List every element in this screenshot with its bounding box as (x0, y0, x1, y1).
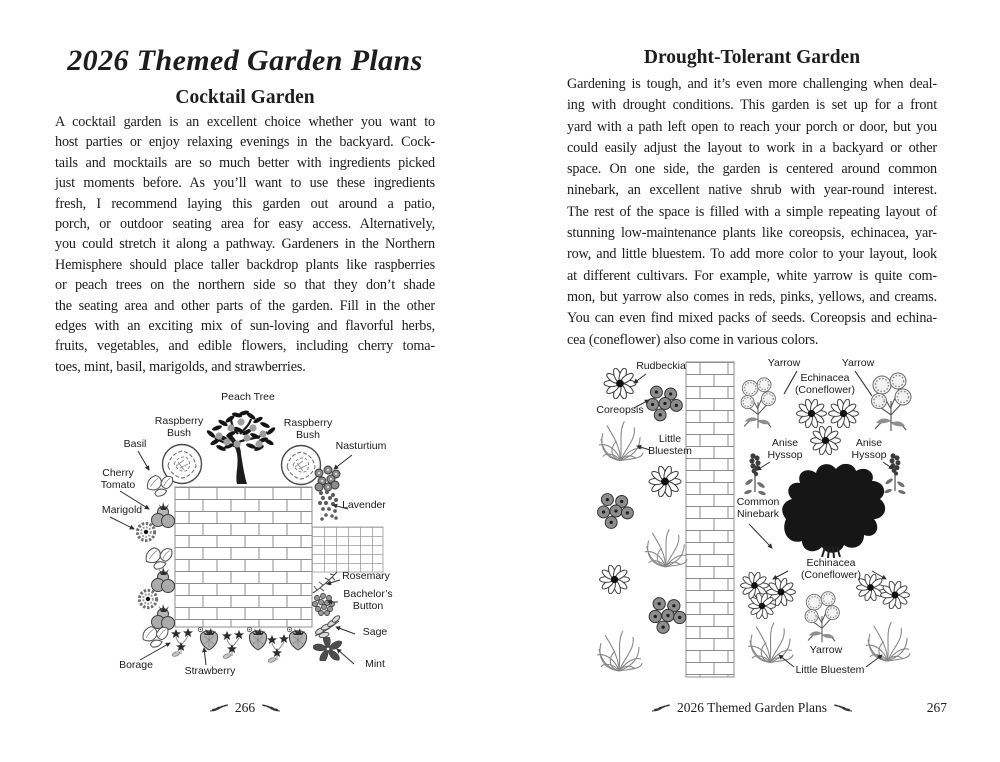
fern-ornament-icon (651, 703, 671, 713)
body-text-cocktail-garden (55, 112, 435, 377)
body-line: Gardening is tough, and it’s even more challenging when deal- (567, 76, 937, 92)
label-rudbeckia: Rudbeckia (636, 360, 686, 372)
little-bluestem-icon (597, 419, 644, 465)
label-borage: Borage (119, 659, 153, 671)
little-bluestem-icon (864, 620, 911, 665)
borage-icon (219, 629, 246, 660)
label-coreopsis: Coreopsis (596, 404, 644, 416)
chapter-title: 2026 Themed Garden Plans (67, 44, 423, 77)
little-bluestem-icon (746, 620, 794, 667)
strawberry-icon (285, 625, 311, 651)
mint-icon (313, 637, 343, 661)
echinacea-icon (880, 581, 910, 609)
echinacea-icon (796, 399, 827, 428)
patio-bricks (175, 487, 312, 627)
yarrow-icon (800, 590, 844, 644)
little-bluestem-icon (595, 629, 643, 675)
basil-icon (144, 469, 176, 499)
body-line: fresh, I recommend laying this garden out around a patio, (55, 195, 435, 212)
body-line: edges with an exciting mix of sun-loving and flavorful herbs, (55, 317, 435, 334)
label-basil: Basil (123, 438, 147, 450)
marigold-icon (135, 521, 157, 543)
body-line: yard with a path left open to reach your porch or door, but you (567, 118, 937, 135)
running-title-text: 2026 Themed Garden Plans (676, 700, 828, 715)
section-heading-drought-tolerant-garden: Drought-Tolerant Garden (643, 47, 861, 68)
body-line: ninebark, an excellent native shrub with year-round interest. (567, 182, 937, 199)
page-number-left (35, 700, 455, 716)
label-lavender: Lavender (342, 499, 386, 511)
label-rosemary: Rosemary (342, 570, 390, 582)
body-line: tails and mocktails are so much better with ingredients picked (55, 154, 435, 171)
body-line: cea (coneflower) also come in various colors. (567, 331, 819, 348)
label-yarrow-top-right: Yarrow (841, 357, 875, 369)
body-line: You can even find mixed packs of seeds. Coreopsis and echina- (567, 310, 937, 327)
coreopsis-icon (646, 595, 688, 636)
yarrow-icon (868, 371, 914, 433)
label-common-ninebark: Common Ninebark (736, 496, 780, 520)
body-line: the seating area and other parts of the garden. Fill in the other (55, 297, 435, 314)
label-yarrow-bottom: Yarrow (809, 644, 843, 656)
body-line: could easily adjust the layout to work in a backyard or other (567, 139, 937, 156)
rosemary-icon (311, 569, 339, 595)
fern-ornament-icon (209, 703, 229, 713)
body-line: fruits, vegetables, and edible flowers, including cherry toma- (55, 338, 435, 355)
echinacea-icon (828, 399, 859, 428)
body-line: The rest of the space is filled with a simple repeating layout of (567, 203, 937, 220)
label-yarrow-top-left: Yarrow (767, 357, 801, 369)
rudbeckia-icon (648, 466, 682, 497)
body-line: A cocktail garden is an excellent choice whether you want to (55, 114, 435, 130)
body-text-drought-tolerant-garden (567, 74, 937, 351)
body-line: mon, but yarrow also comes in reds, pinks, yellows, and creams. (567, 288, 937, 305)
borage-icon (168, 627, 195, 658)
page-number-right: 267 (926, 700, 947, 715)
label-anise-hyssop-right: Anise Hyssop (851, 437, 887, 461)
paver-path (312, 527, 383, 572)
fern-ornament-icon (833, 703, 853, 713)
label-bachelors-button: Bachelor’s Button (343, 588, 393, 612)
body-line: you could stretch it along a pathway. Gardeners in the Northern (55, 236, 435, 253)
body-line: or peach trees on the northern side so that they don’t shade (55, 277, 435, 294)
echinacea-icon (748, 593, 776, 619)
body-line: row, and little bluestem. To add more color to your layout, look (567, 246, 937, 263)
peach-tree-icon (203, 404, 279, 484)
fern-ornament-icon (261, 703, 281, 713)
body-line: host parties or enjoy relaxing evenings in the backyard. Cock- (55, 134, 435, 151)
rudbeckia-icon (599, 565, 630, 594)
page-number-text: 266 (234, 700, 256, 715)
coreopsis-icon (595, 491, 635, 531)
label-little-bluestem-top: Little Bluestem (648, 433, 692, 457)
body-line: stunning low-maintenance plants like coreopsis, echinacea, yar- (567, 225, 937, 242)
echinacea-icon (810, 426, 841, 455)
body-line: porch, or outdoor seating area for easy access. Alternatively, (55, 215, 435, 232)
yarrow-icon (738, 371, 778, 435)
label-echinacea-top: Echinacea (Coneflower) (794, 372, 856, 396)
body-line: toes, mint, basil, marigolds, and strawberries. (55, 358, 306, 375)
label-echinacea-bottom: Echinacea (Coneflower) (800, 557, 862, 581)
nasturtium-icon (313, 465, 341, 492)
label-marigold: Marigold (101, 504, 143, 516)
label-anise-hyssop-left: Anise Hyssop (767, 437, 803, 461)
little-bluestem-icon (643, 527, 688, 571)
coreopsis-icon (645, 383, 683, 424)
bachelors-button-icon (311, 593, 336, 616)
sage-icon (312, 615, 342, 639)
body-line: space. On one side, the garden is centered around common (567, 161, 937, 178)
running-title (562, 700, 942, 716)
label-cherry-tomato: Cherry Tomato (100, 467, 136, 491)
body-line: just moments before. As you’ll want to use these ingredients (55, 175, 435, 192)
body-line: Hemisphere should place taller backdrop plants like raspberries (55, 256, 435, 273)
body-line: ing with drought conditions. This garden is set up for a front (567, 97, 937, 114)
label-strawberry: Strawberry (184, 665, 236, 677)
section-heading-cocktail-garden: Cocktail Garden (175, 87, 315, 108)
label-sage: Sage (362, 626, 388, 638)
label-little-bluestem-bottom: Little Bluestem (795, 664, 865, 676)
label-raspberry-bush-left: Raspberry Bush (154, 415, 204, 439)
label-mint: Mint (365, 658, 385, 670)
label-peach-tree: Peach Tree (221, 391, 275, 403)
label-raspberry-bush-right: Raspberry Bush (283, 417, 333, 441)
body-line: at different cultivars. For example, white yarrow is quite com- (567, 267, 937, 284)
label-nasturtium: Nasturtium (335, 440, 387, 452)
